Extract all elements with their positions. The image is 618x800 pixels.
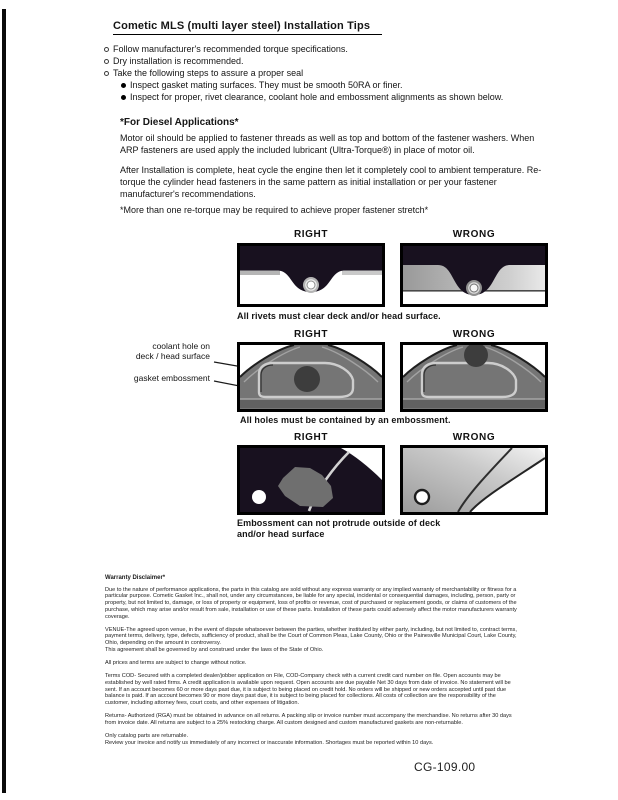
tip-text: Inspect for proper, rivet clearance, coolant hole and embossment alignments as shown below. bbox=[130, 92, 504, 102]
circle-bullet-icon bbox=[104, 71, 109, 76]
dot-bullet-icon bbox=[121, 83, 126, 88]
coolant-caption: All holes must be contained by an embossment. bbox=[240, 415, 451, 425]
tip-item bbox=[104, 55, 503, 67]
rivet-caption: All rivets must clear deck and/or head surface. bbox=[237, 311, 441, 321]
warranty-paragraph: Review your invoice and notify us immediately of any incorrect or inaccurate information. Shortages must be reported within 10 days. bbox=[105, 739, 434, 746]
gasket-embossment-label: gasket embossment bbox=[133, 373, 210, 383]
diagram-coolant-boxes bbox=[237, 342, 548, 412]
right-label: RIGHT bbox=[293, 229, 329, 240]
wrong-label: WRONG bbox=[452, 432, 496, 443]
warranty-paragraph: Returns- Authorized (RGA) must be obtained in advance on all returns. A packing slip or invoice number must accompany the merchandise. No returns after 30 days from invoice date. All returns are subject to a 25% restocking charge. All custom designed and custom manufactured gaskets are non-returnable. bbox=[105, 713, 512, 726]
coolant-right-diagram bbox=[237, 342, 385, 412]
coolant-hole bbox=[464, 343, 488, 367]
tip-subitem bbox=[121, 79, 503, 91]
warranty-paragraph: Terms COD- Secured with a completed dealer/jobber application on File, COD-Company check with a current credit card number on file. Open accounts may be established by well rated firms. A credit application is available upon request. Open accounts are due payable Net 30 days from date of invoice. No statement will be sent. If an account becomes 60 or more days past due, it is subject to being placed on credit hold. No orders will be shipped or new orders accepted until past due balance is paid. If an account becomes 90 or more days past due, it is subject to being placed for collections. All costs of collection are the responsibility of the customer, including attorney fees, court costs, and other expenses of litigation. bbox=[105, 673, 511, 707]
diagram-rivet-boxes bbox=[237, 243, 548, 307]
warranty-paragraph: All prices and terms are subject to change without notice. bbox=[105, 660, 247, 667]
tip-item bbox=[104, 43, 503, 55]
warranty-section bbox=[105, 575, 519, 747]
tip-list bbox=[104, 43, 503, 103]
embossment-right-diagram bbox=[237, 445, 385, 515]
tip-text: Inspect gasket mating surfaces. They must be smooth 50RA or finer. bbox=[130, 80, 403, 90]
retorque-note: *More than one re-torque may be required to achieve proper fastener stretch* bbox=[120, 205, 429, 215]
rivet-wrong-diagram bbox=[400, 243, 548, 307]
protrude-caption-line1: Embossment can not protrude outside of deck bbox=[237, 518, 441, 528]
warranty-paragraph: Only catalog parts are returnable. bbox=[105, 733, 189, 740]
warranty-heading: Warranty Disclaimer* bbox=[105, 575, 166, 581]
diagram-coolant-headers bbox=[237, 329, 548, 340]
bolt-hole bbox=[252, 490, 266, 504]
page-number: CG-109.00 bbox=[414, 760, 476, 774]
bolt-hole bbox=[415, 490, 429, 504]
diesel-paragraph: Motor oil should be applied to fastener threads as well as top and bottom of the fastener washers. When ARP fasteners are used apply the included lubricant (Ultra-Torque®) in place of motor oil. bbox=[120, 133, 535, 155]
tip-text: Dry installation is recommended. bbox=[113, 56, 244, 66]
circle-bullet-icon bbox=[104, 47, 109, 52]
wrong-label: WRONG bbox=[452, 229, 496, 240]
warranty-paragraph: Due to the nature of performance applications, the parts in this catalog are sold without any express warranty or any implied warranty of merchantability or fitness for a particular purpose. Cometic Gasket Inc., shall not, under any circumstances, be liable for any special, incidental or consequential damages, including, person, party or property, but not limited to, damage, or loss of property or equipment, loss of profits or revenue, cost of purchased or replacement goods, or claims of customers of the purchase, which may arise and/or result from sale, installation or use of these parts. Installation of these parts could adversely affect the motor manufacturers warranty coverage. bbox=[105, 586, 517, 620]
tip-item bbox=[104, 67, 503, 79]
right-label: RIGHT bbox=[293, 432, 329, 443]
coolant-hole-label: coolant hole on bbox=[152, 341, 210, 351]
page-title: Cometic MLS (multi layer steel) Installation Tips bbox=[113, 20, 382, 35]
tip-text: Take the following steps to assure a proper seal bbox=[113, 68, 304, 78]
protrude-caption-line2: and/or head surface bbox=[237, 529, 325, 539]
wrong-label: WRONG bbox=[452, 329, 496, 340]
circle-bullet-icon bbox=[104, 59, 109, 64]
warranty-paragraph: This agreement shall be governed by and construed under the laws of the State of Ohio. bbox=[105, 646, 324, 653]
warranty-paragraph: VENUE-The agreed upon venue, in the event of dispute whatsoever between the parties, whether instituted by either party, including, but not limited to, contract terms, payment terms, delivery, type, defects, sufficiency of product, shall be the Court of Common Pleas, Lake County, Ohio or the Painesville Municipal Court, Lake County, Ohio, depending on the amount in controversy. bbox=[105, 626, 517, 647]
embossment-wrong-diagram bbox=[400, 445, 548, 515]
diesel-paragraph: After Installation is complete, heat cycle the engine then let it completely cool to ambient temperature. Re-torque the cylinder head fasteners in the same pattern as initial installation or per your fastener manufacturer's recommendations. bbox=[120, 165, 542, 199]
tip-subitem bbox=[121, 91, 503, 103]
diagram-embossment-boxes bbox=[237, 445, 548, 515]
right-label: RIGHT bbox=[293, 329, 329, 340]
coolant-wrong-diagram bbox=[400, 342, 548, 412]
scan-edge-line bbox=[2, 9, 6, 793]
dot-bullet-icon bbox=[121, 95, 126, 100]
diagram-rivet-headers bbox=[237, 229, 548, 240]
diagram-embossment-headers bbox=[237, 432, 548, 443]
diesel-applications-heading: *For Diesel Applications* bbox=[120, 117, 239, 128]
coolant-hole-label: deck / head surface bbox=[135, 351, 210, 361]
tip-text: Follow manufacturer's recommended torque specifications. bbox=[113, 44, 348, 54]
coolant-hole bbox=[294, 366, 320, 392]
rivet-right-diagram bbox=[237, 243, 385, 307]
